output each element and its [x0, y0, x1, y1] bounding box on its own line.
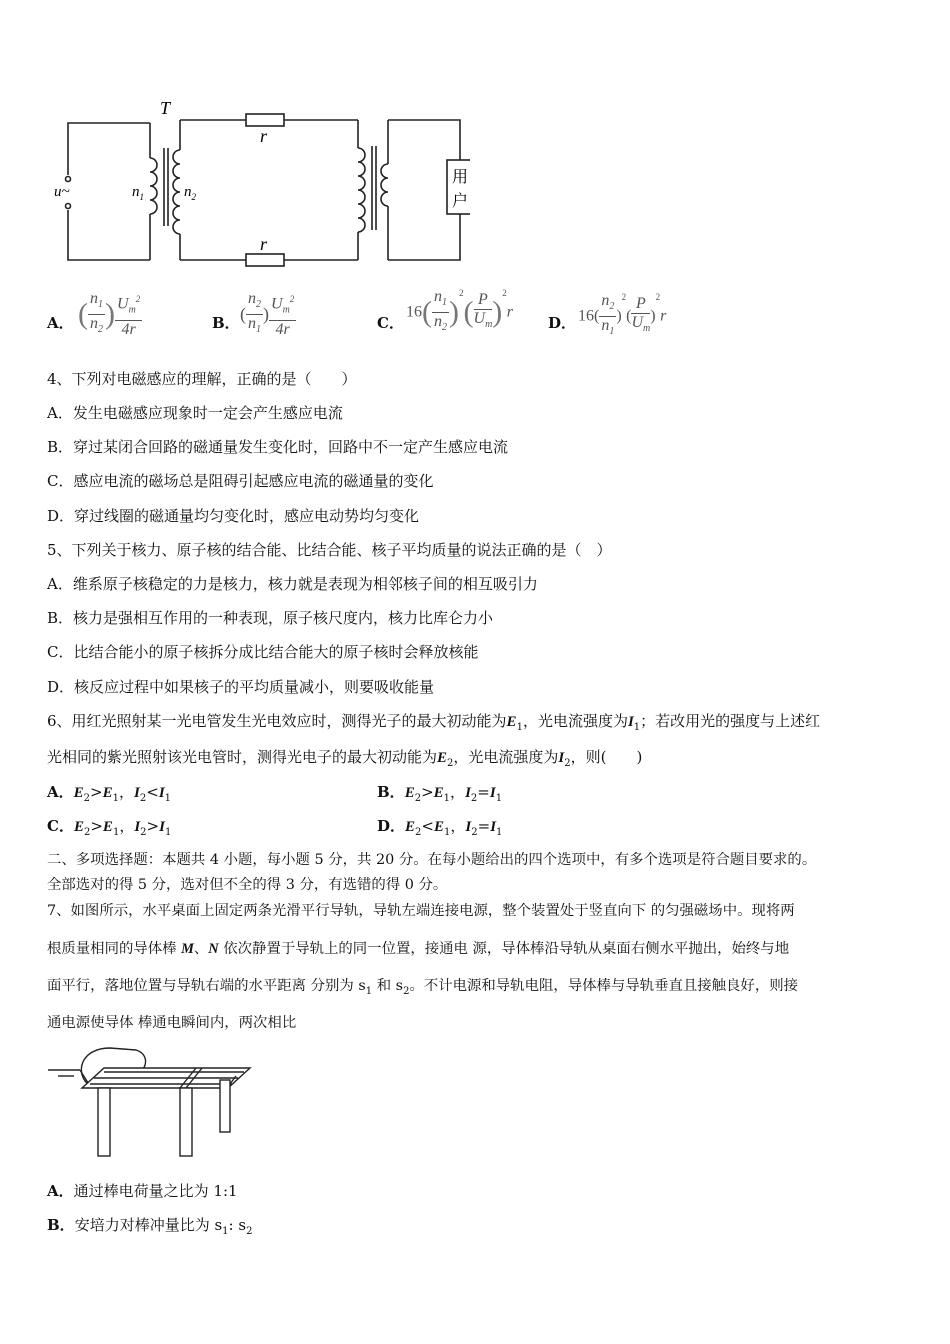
q5-option-b: B．核力是强相互作用的一种表现，原子核尺度内，核力比库仑力小	[47, 609, 494, 627]
q5-option-c: C．比结合能小的原子核拆分成比结合能大的原子核时会释放核能	[47, 643, 479, 661]
q3-formula-d: 16( $\frac{n_2}{n_1}$ )$^2$( $\frac{P}{U_m}$ )$^2$r	[578, 292, 667, 338]
q5-option-a: A．维系原子核稳定的力是核力，核力就是表现为相邻核子间的相互吸引力	[47, 575, 538, 593]
q3-option-c	[377, 290, 404, 332]
q6-option-c: C．$E_2>E_1$，$I_2>I_1$	[47, 817, 172, 838]
q7-stem-line3: 面平行，落地位置与导轨右端的水平距离 分别为 $s_1$ 和 $s_2$。不计电源和导轨电阻，导体棒与导轨垂直且接触良好，则接	[47, 978, 798, 997]
q3-option-b	[212, 290, 240, 332]
section2-heading-line1: 二、多项选择题：本题共 4 小题，每小题 5 分，共 20 分。在每小题给出的四个选项中，有多个选项是符合题目要求的。	[47, 852, 817, 868]
q6-option-a: A．$E_2>E_1$，$I_2<I_1$	[47, 783, 172, 804]
q3-formula-c: 16( $\frac{n_1}{n_2}$ )$^2$( $\frac{P}{U_m}$ )$^2$r	[406, 288, 514, 334]
q4-option-b: B．穿过某闭合回路的磁通量发生变化时，回路中不一定产生感应电流	[47, 438, 509, 456]
q7-option-a: A．通过棒电荷量之比为 1:1	[47, 1182, 238, 1200]
q7-option-b: B．安培力对棒冲量比为 $s_1$: $s_2$	[47, 1216, 253, 1237]
option-label: B．	[212, 314, 240, 332]
q3-formula-a: ( $\frac{n_1}{n_2}$ ) $\frac{U_m^2}{4r}$	[78, 290, 141, 338]
q7-table-rails-figure	[44, 1044, 256, 1160]
q7-stem-line4: 通电源使导体 棒通电瞬间内，两次相比	[47, 1015, 297, 1031]
q4-option-d: D．穿过线圈的磁通量均匀变化时，感应电动势均匀变化	[47, 507, 420, 525]
q4-option-a: A．发生电磁感应现象时一定会产生感应电流	[47, 404, 343, 422]
label-r-bottom: r	[260, 234, 268, 254]
q3-option-a	[47, 290, 74, 332]
option-label: D．	[548, 314, 577, 332]
option-label: A．	[47, 314, 74, 332]
q6-option-d: D．$E_2<E_1$，$I_2=I_1$	[377, 817, 503, 838]
q6-stem-line2: 光相同的紫光照射该光电管时，测得光电子的最大初动能为$E_2$，光电流强度为$I_2$，则( )	[47, 748, 643, 769]
q6-option-b: B．$E_2>E_1$，$I_2=I_1$	[377, 783, 503, 804]
q4-option-c: C．感应电流的磁场总是阻碍引起感应电流的磁通量的变化	[47, 472, 434, 490]
label-n2: $n_2$	[184, 184, 196, 202]
label-r-top: r	[260, 126, 268, 146]
q7-stem-line1: 7、如图所示，水平桌面上固定两条光滑平行导轨，导轨左端连接电源，整个装置处于竖直向下 的匀强磁场中。现将两	[47, 903, 795, 919]
q3-option-d	[548, 290, 577, 332]
q7-stem-line2: 根质量相同的导体棒 M、N 依次静置于导轨上的同一位置，接通电 源，导体棒沿导轨从桌面右侧水平抛出，始终与地	[47, 941, 790, 957]
label-u: u~	[54, 184, 70, 200]
label-user-1: 用	[452, 169, 469, 186]
transformer-circuit-figure	[50, 100, 470, 270]
option-label: C．	[377, 314, 404, 332]
q5-option-d: D．核反应过程中如果核子的平均质量减小，则要吸收能量	[47, 678, 435, 696]
q4-stem: 4、下列对电磁感应的理解，正确的是（ ）	[47, 370, 357, 388]
q5-stem: 5、下列关于核力、原子核的结合能、比结合能、核子平均质量的说法正确的是（ ）	[47, 541, 612, 559]
label-T: T	[160, 100, 171, 118]
q3-formula-b: ( $\frac{n_2}{n_1}$ ) $\frac{U_m^2}{4r}$	[240, 290, 295, 338]
section2-heading-line2: 全部选对的得 5 分，选对但不全的得 3 分，有选错的得 0 分。	[47, 877, 448, 893]
label-n1: $n_1$	[132, 184, 144, 202]
q6-stem-line1: 6、用红光照射某一光电管发生光电效应时，测得光子的最大初动能为$E_1$，光电流强度为$I_1$；若改用光的强度与上述红	[47, 712, 821, 733]
label-user-2: 户	[452, 193, 469, 210]
